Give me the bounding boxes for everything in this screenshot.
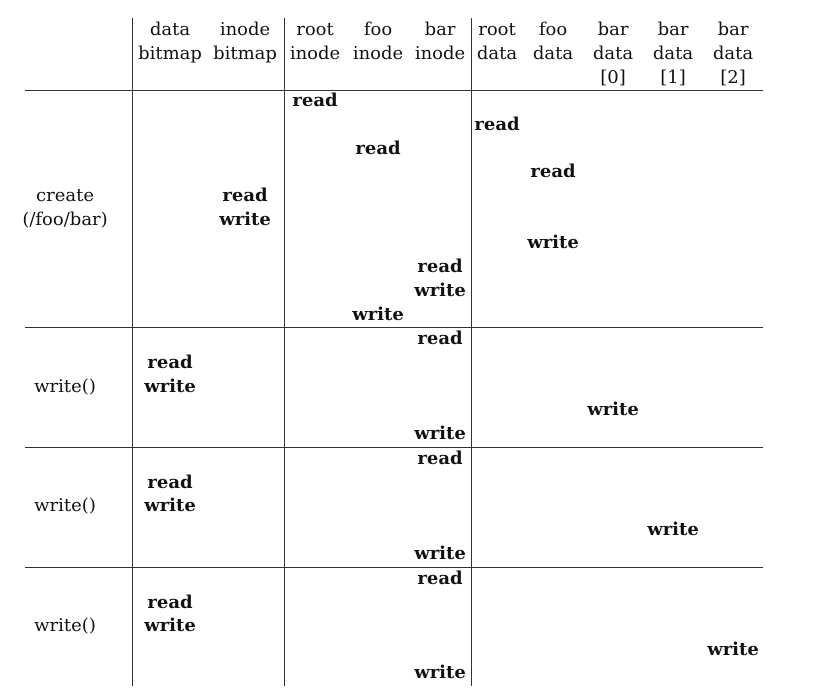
operation-label-line: write() (34, 376, 96, 397)
io-event-read: read (417, 448, 463, 469)
io-event-write: write (414, 423, 466, 444)
operation-label (0, 375, 130, 399)
col-header-line: bitmap (213, 43, 277, 64)
operation-label (0, 614, 130, 638)
operation-label-line: write() (34, 495, 96, 516)
row-rule-write-1 (25, 447, 763, 448)
operation-label (0, 494, 130, 518)
col-header-inode-bitmap (205, 18, 285, 66)
col-header-line: data (652, 43, 694, 64)
io-event-read: read (530, 161, 576, 182)
io-event-read: read (417, 568, 463, 589)
io-event-read: read (417, 256, 463, 277)
io-event-write: write (144, 376, 196, 397)
col-header-line: inode (352, 43, 404, 64)
io-event-write: write (707, 639, 759, 660)
io-event-write: write (144, 615, 196, 636)
row-rule-create (25, 327, 763, 328)
io-event-read: read (222, 185, 268, 206)
col-header-line: data (149, 19, 191, 40)
io-event-read: read (355, 138, 401, 159)
col-header-line: bar (424, 19, 456, 40)
io-event-read: read (417, 328, 463, 349)
col-header-line: inode (414, 43, 466, 64)
io-event-write: write (527, 232, 579, 253)
operation-label-line: write() (34, 615, 96, 636)
io-event-write: write (414, 280, 466, 301)
column-divider-bitmaps (284, 18, 285, 686)
col-header-line: [1] (660, 67, 686, 88)
row-rule-write-2 (25, 567, 763, 568)
io-event-write: write (144, 495, 196, 516)
io-event-read: read (474, 114, 520, 135)
col-header-line: inode (289, 43, 341, 64)
operation-label (0, 184, 130, 232)
col-header-line: foo (363, 19, 393, 40)
header-rule (25, 90, 763, 91)
io-event-read: read (147, 472, 193, 493)
col-header-line: bar (597, 19, 629, 40)
col-header-line: foo (538, 19, 568, 40)
io-event-write: write (219, 209, 271, 230)
io-event-write: write (587, 399, 639, 420)
io-event-write: write (647, 519, 699, 540)
col-header-line: inode (219, 19, 271, 40)
column-divider-inodes (471, 18, 472, 686)
io-event-write: write (352, 304, 404, 325)
io-event-write: write (414, 543, 466, 564)
operation-label-line: create (36, 185, 94, 206)
operation-label-line: (/foo/bar) (22, 209, 108, 230)
col-header-line: [2] (720, 67, 746, 88)
col-header-line: root (296, 19, 334, 40)
col-header-line: data (592, 43, 634, 64)
col-header-data-bitmap (130, 18, 210, 66)
col-header-line: root (478, 19, 516, 40)
col-header-line: [0] (600, 67, 626, 88)
col-header-line: data (532, 43, 574, 64)
col-header-line: bitmap (138, 43, 202, 64)
column-divider-label (132, 18, 133, 686)
col-header-line: data (712, 43, 754, 64)
col-header-line: bar (717, 19, 749, 40)
io-event-read: read (292, 90, 338, 111)
io-event-read: read (147, 592, 193, 613)
col-header-line: bar (657, 19, 689, 40)
io-event-read: read (147, 352, 193, 373)
io-event-write: write (414, 662, 466, 683)
col-header-bar-data-2 (693, 18, 773, 90)
col-header-line: data (476, 43, 518, 64)
